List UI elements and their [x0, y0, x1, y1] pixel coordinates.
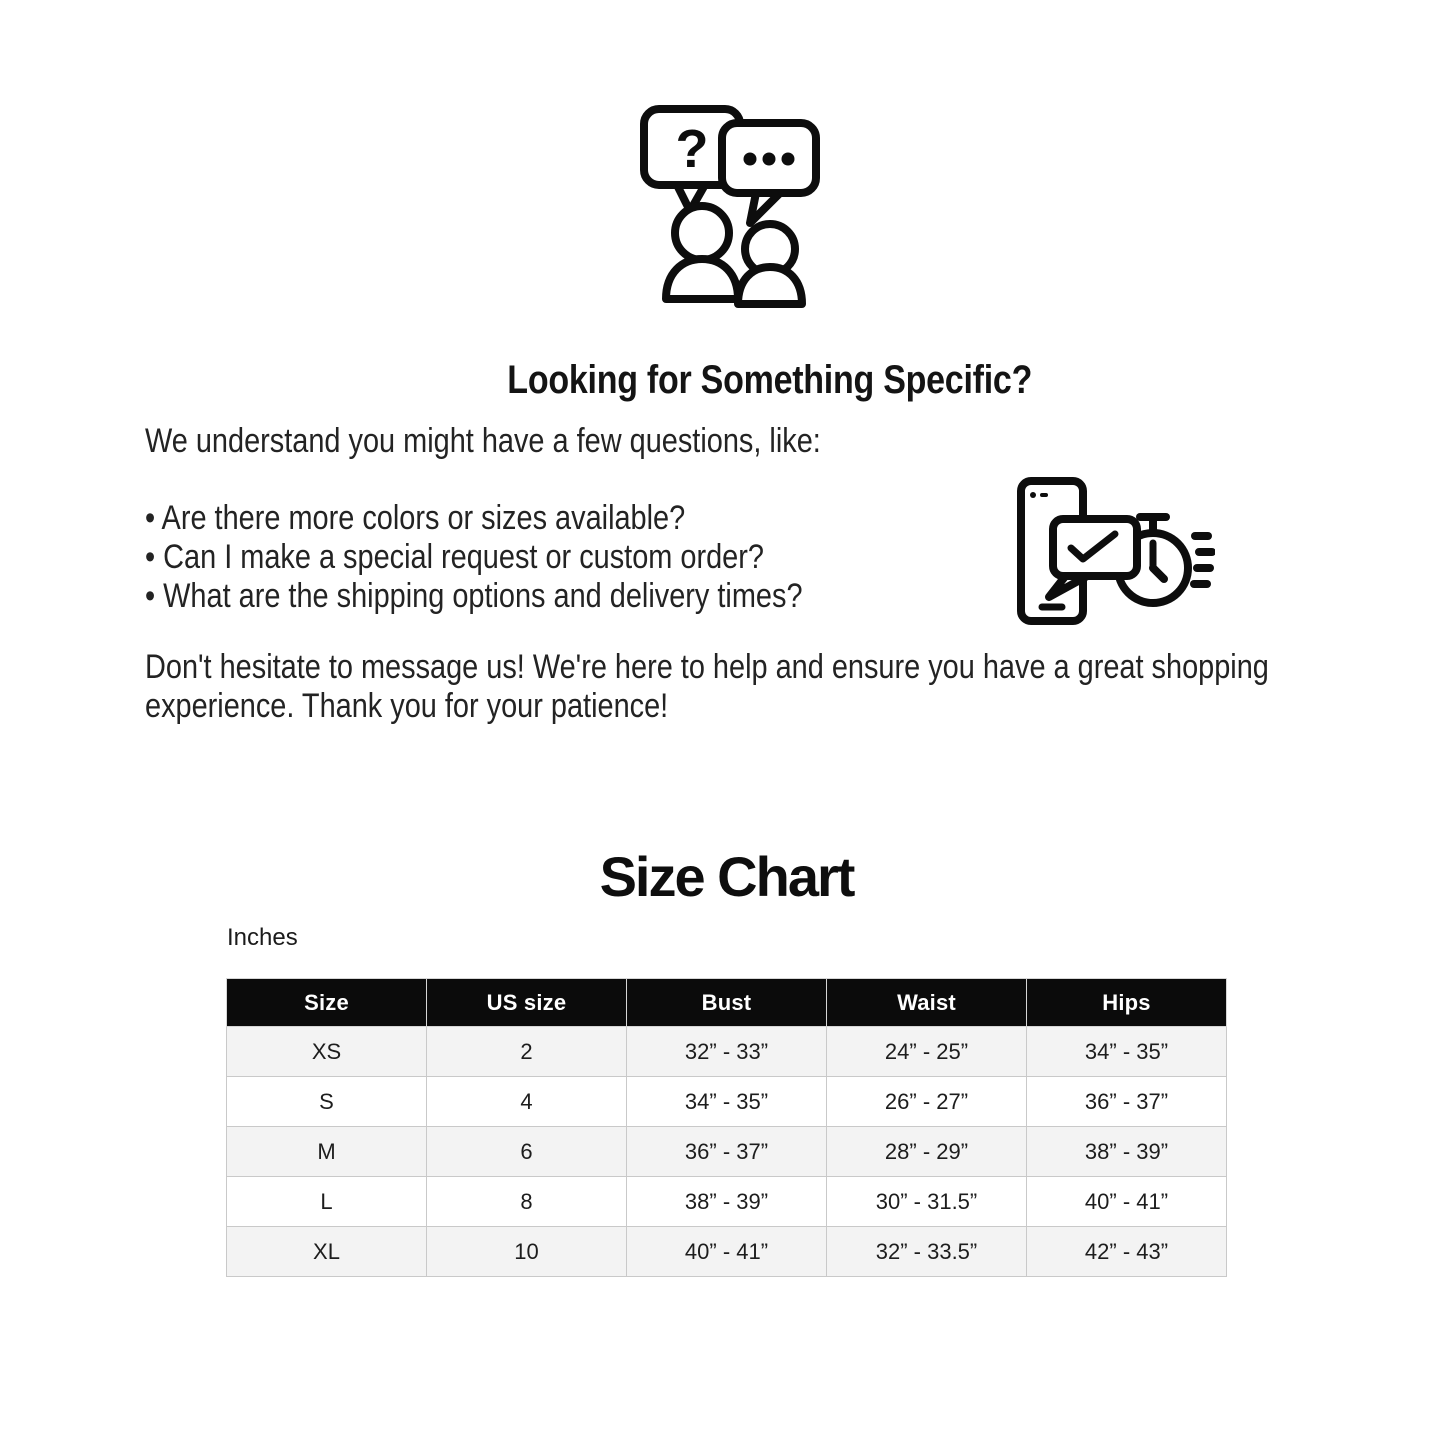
table-row: [227, 1177, 1227, 1227]
units-label: Inches: [227, 924, 298, 951]
help-bullet-list: [145, 499, 803, 616]
column-header-us-size: US size: [427, 979, 627, 1027]
table-cell: 2: [427, 1027, 627, 1077]
outro-line: experience. Thank you for your patience!: [145, 687, 669, 725]
table-cell: 40” - 41”: [1027, 1177, 1227, 1227]
table-cell: 30” - 31.5”: [827, 1177, 1027, 1227]
size-chart-table-body: [227, 1027, 1227, 1277]
table-cell: 40” - 41”: [627, 1227, 827, 1277]
table-row: [227, 1077, 1227, 1127]
table-cell: 32” - 33”: [627, 1027, 827, 1077]
table-row: [227, 1127, 1227, 1177]
column-header-size: Size: [227, 979, 427, 1027]
table-cell: 38” - 39”: [1027, 1127, 1227, 1177]
help-intro-text: We understand you might have a few questions, like:: [145, 422, 821, 460]
svg-text:?: ?: [675, 119, 709, 179]
table-cell: 34” - 35”: [627, 1077, 827, 1127]
column-header-bust: Bust: [627, 979, 827, 1027]
help-heading: Looking for Something Specific?: [507, 358, 1033, 402]
column-header-hips: Hips: [1027, 979, 1227, 1027]
table-cell: S: [227, 1077, 427, 1127]
table-cell: 24” - 25”: [827, 1027, 1027, 1077]
table-cell: XS: [227, 1027, 427, 1077]
table-cell: 28” - 29”: [827, 1127, 1027, 1177]
table-cell: XL: [227, 1227, 427, 1277]
table-cell: 42” - 43”: [1027, 1227, 1227, 1277]
table-cell: 36” - 37”: [627, 1127, 827, 1177]
phone-fast-reply-stopwatch-icon: [1013, 476, 1215, 626]
table-row: [227, 1027, 1227, 1077]
table-cell: 32” - 33.5”: [827, 1227, 1027, 1277]
bullet-item: • What are the shipping options and delivery times?: [145, 577, 803, 615]
table-cell: M: [227, 1127, 427, 1177]
table-header-row: [227, 979, 1227, 1027]
outro-line: Don't hesitate to message us! We're here to help and ensure you have a great shopping: [145, 648, 1269, 686]
table-cell: 8: [427, 1177, 627, 1227]
table-cell: L: [227, 1177, 427, 1227]
bullet-item: • Can I make a special request or custom order?: [145, 538, 764, 576]
column-header-waist: Waist: [827, 979, 1027, 1027]
people-chat-question-icon: [638, 103, 822, 308]
table-row: [227, 1227, 1227, 1277]
table-cell: 6: [427, 1127, 627, 1177]
size-chart-title: Size Chart: [599, 844, 854, 908]
table-cell: 4: [427, 1077, 627, 1127]
size-chart-table: [226, 978, 1227, 1277]
table-cell: 38” - 39”: [627, 1177, 827, 1227]
size-chart-table-header: [227, 979, 1227, 1027]
help-outro-text: [145, 648, 1269, 726]
table-cell: 34” - 35”: [1027, 1027, 1227, 1077]
table-cell: 10: [427, 1227, 627, 1277]
bullet-item: • Are there more colors or sizes available?: [145, 499, 686, 537]
table-cell: 36” - 37”: [1027, 1077, 1227, 1127]
table-cell: 26” - 27”: [827, 1077, 1027, 1127]
